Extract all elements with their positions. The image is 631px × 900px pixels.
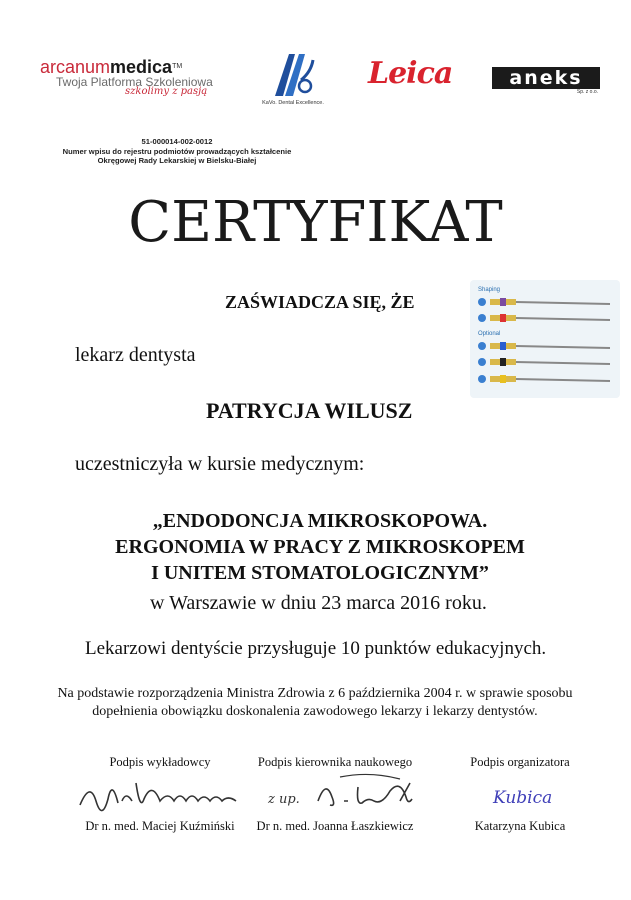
signature-heading-scientific-head: Podpis kierownika naukowego (257, 755, 413, 769)
logo-tagline: Twoja Platforma Szkoleniowa (56, 75, 213, 89)
shaping-label: Shaping (478, 287, 501, 293)
trademark-mark: TM (172, 63, 183, 70)
logo-script-slogan: szkolimy z pasją (125, 86, 208, 97)
leica-logo (368, 56, 458, 98)
course-title-line-1: „ENDODONCJA MIKROSKOPOWA. (152, 510, 488, 532)
signature-name-scientific-head: Dr n. med. Joanna Łaszkiewicz (256, 819, 414, 833)
legal-basis-line-2: dopełnienia obowiązku doskonalenia zawodowego lekarzy i lekarzy dentystów. (92, 704, 538, 719)
course-title-line-3: I UNITEM STOMATOLOGICZNYM” (151, 562, 489, 584)
registry-line-1: Numer wpisu do rejestru podmiotów prowadzących kształcenie (62, 146, 292, 156)
leica-wordmark: Leica (368, 56, 453, 91)
signature-heading-lecturer: Podpis wykładowcy (109, 755, 211, 769)
aneks-wordmark: aneks (492, 67, 600, 89)
endodontic-files-illustration (470, 280, 620, 398)
handwritten-signature-organizer (445, 771, 595, 819)
handwritten-signature-lecturer (60, 771, 260, 819)
aneks-company-form: Sp. z o.o. (576, 89, 598, 95)
certificate-title: CERTYFIKAT (128, 190, 503, 255)
aneks-logo (492, 67, 600, 101)
signature-heading-organizer: Podpis organizatora (470, 755, 570, 769)
legal-basis-line-1: Na podstawie rozporządzenia Ministra Zdrowia z 6 października 2004 r. w sprawie sposobu (57, 686, 573, 701)
signature-block-scientific-head (240, 755, 430, 834)
registry-line-2: Okręgowej Rady Lekarskiej w Bielsku-Białej (97, 156, 257, 165)
participation-text: uczestniczyła w kursie medycznym: (75, 453, 365, 475)
signature-lecturer (60, 771, 260, 819)
signature-block-organizer (445, 755, 595, 834)
kavo-logo (258, 50, 328, 114)
organizer-handwriting: Kubica (493, 788, 553, 808)
course-title (110, 508, 530, 586)
signature-name-organizer: Katarzyna Kubica (474, 819, 566, 833)
endodontic-files-image (470, 280, 620, 398)
authorization-note: z up. (268, 792, 300, 807)
registry-info (42, 137, 312, 166)
course-title-line-2: ERGONOMIA W PRACY Z MIKROSKOPEM (115, 536, 525, 558)
course-date: w Warszawie w dniu 23 marca 2016 roku. (150, 592, 487, 614)
attest-heading: ZAŚWIADCZA SIĘ, ŻE (225, 292, 415, 312)
profession-text: lekarz dentysta (75, 344, 196, 366)
kavo-emblem-icon (271, 50, 315, 98)
education-points: Lekarzowi dentyście przysługuje 10 punktów edukacyjnych. (85, 638, 547, 659)
signature-organizer (445, 771, 595, 819)
optional-label: Optional (478, 331, 501, 337)
handwritten-signature-scientific-head (240, 771, 430, 819)
kavo-caption: KaVo. Dental Excellence. (262, 100, 324, 106)
signature-scientific-head (240, 771, 430, 819)
signature-block-lecturer (60, 755, 260, 834)
logo-word-medica: medica (110, 57, 173, 77)
logo-word-arcanum: arcanum (40, 57, 111, 77)
signature-name-lecturer: Dr n. med. Maciej Kuźmiński (85, 819, 235, 833)
arcanum-medica-logo (40, 58, 240, 110)
legal-basis (50, 685, 580, 721)
participant-name: PATRYCJA WILUSZ (206, 398, 413, 423)
registry-number: 51-000014-002-0012 (141, 137, 213, 146)
